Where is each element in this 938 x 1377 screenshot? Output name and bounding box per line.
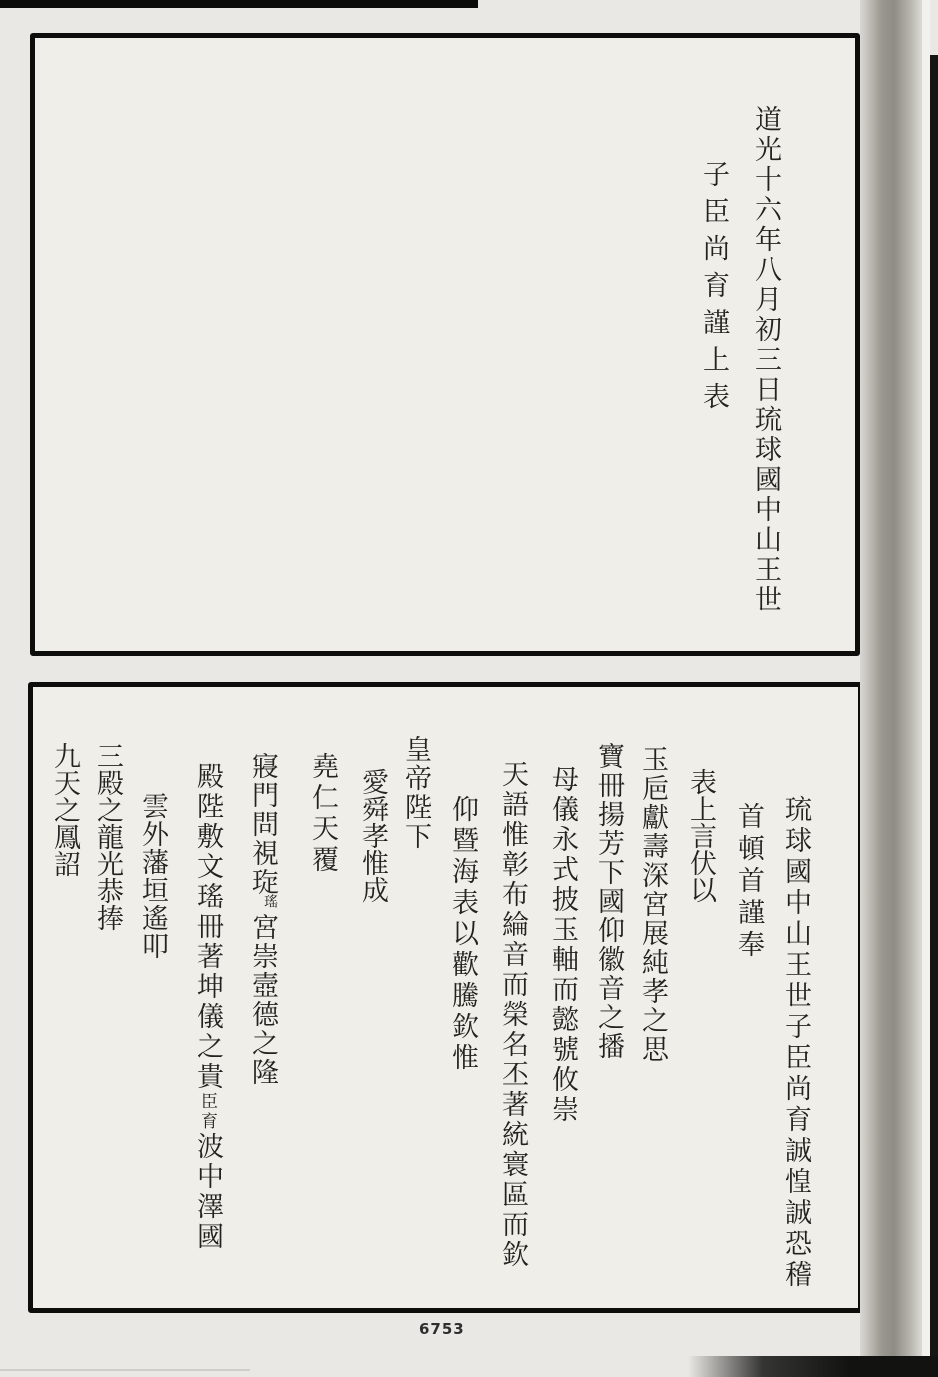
- handwritten-column: [745, 105, 785, 615]
- column-text-segment: 寶冊揚芳下國仰徽音之播: [593, 742, 624, 1061]
- handwritten-column: [132, 792, 172, 960]
- handwritten-column: [632, 745, 672, 1064]
- column-text-segment: 皇帝陛下: [400, 735, 431, 851]
- handwritten-column: [442, 795, 482, 1074]
- adjacent-page-border: [930, 55, 938, 1377]
- handwritten-column: [680, 768, 720, 903]
- column-text-segment: 子臣尚育謹上表: [698, 160, 729, 419]
- handwritten-column: [87, 742, 127, 931]
- column-text-segment: 天語惟彰布綸音而榮名丕著統寰區而欽: [497, 760, 528, 1270]
- column-text-segment: 波中澤國: [192, 1132, 223, 1252]
- column-text-segment: 堯仁天覆: [307, 752, 338, 876]
- handwritten-column: [542, 765, 582, 1125]
- handwritten-column: [728, 802, 768, 962]
- handwritten-column: [588, 742, 628, 1061]
- column-text-segment: 玉巵獻壽深宮展純孝之思: [637, 745, 668, 1064]
- bottom-scan-shadow: [688, 1356, 938, 1377]
- column-text-segment: 臣育: [197, 1092, 217, 1132]
- column-text-segment: 宮崇壼德之隆: [247, 913, 278, 1087]
- scan-edge-bar: [0, 0, 478, 8]
- interlinear-annotation: 瑤: [262, 894, 278, 910]
- handwritten-column: [395, 735, 435, 851]
- bottom-scan-line: [0, 1369, 250, 1371]
- column-text-segment: 九天之鳳詔: [49, 742, 80, 877]
- book-gutter-shadow: [860, 0, 922, 1377]
- column-text-segment: 道光十六年八月初三日琉球國中山王世: [750, 105, 781, 615]
- handwritten-column: [693, 160, 733, 419]
- column-text-segment: 表上言伏以: [685, 768, 716, 903]
- column-text-segment: 殿陛敷文瑤冊著坤儀之貴: [192, 762, 223, 1092]
- column-text-segment: 愛舜孝惟成: [357, 768, 388, 903]
- handwritten-column: [242, 752, 282, 1087]
- column-text-segment: 寢門問視琁: [247, 752, 278, 897]
- column-text-segment: 母儀永式披玉軸而懿號攸崇: [547, 765, 578, 1125]
- handwritten-column: [352, 768, 392, 903]
- upper-manuscript-frame: [30, 33, 860, 656]
- column-text-segment: 雲外藩垣遙叩: [137, 792, 168, 960]
- column-text-segment: 仰暨海表以歡騰欽惟: [447, 795, 478, 1074]
- handwritten-column: [775, 795, 815, 1291]
- column-text-segment: 三殿之龍光恭捧: [92, 742, 123, 931]
- handwritten-column: [302, 752, 342, 876]
- page-number: 6753: [419, 1320, 465, 1338]
- handwritten-column: [44, 742, 84, 877]
- column-text-segment: 琉球國中山王世子臣尚育誠惶誠恐稽: [780, 795, 811, 1291]
- gutter-highlight: [922, 0, 930, 1377]
- handwritten-column: [187, 762, 227, 1252]
- column-text-segment: 首頓首謹奉: [733, 802, 764, 962]
- handwritten-column: [492, 760, 532, 1270]
